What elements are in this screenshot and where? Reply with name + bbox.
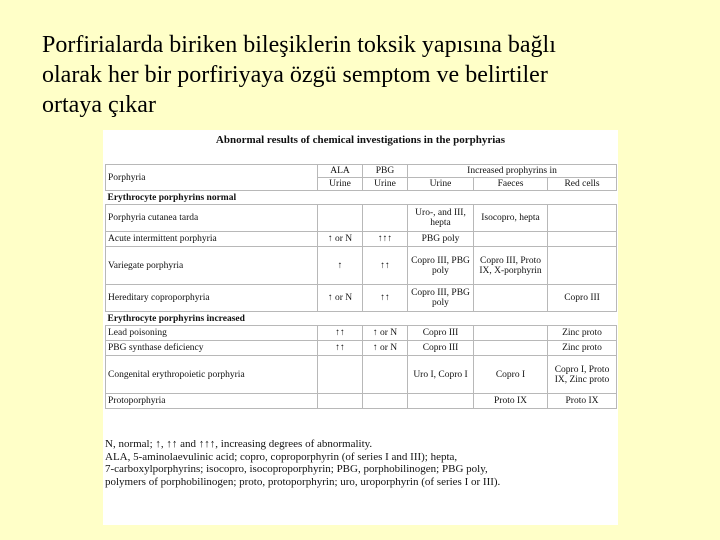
footnote-line: N, normal; ↑, ↑↑ and ↑↑↑, increasing degrees of abnormality.: [105, 438, 373, 450]
cell-pbg: ↑ or N: [363, 341, 408, 356]
cell-red-cells: [548, 232, 617, 247]
porphyria-table: [105, 164, 617, 409]
cell-ala: ↑: [318, 247, 363, 285]
cell-pbg: ↑↑: [363, 247, 408, 285]
cell-red-cells: Zinc proto: [548, 326, 617, 341]
section-erythrocyte-normal: Erythrocyte porphyrins normal: [106, 191, 617, 205]
cell-pbg: ↑ or N: [363, 326, 408, 341]
heading-line: olarak her bir porfiriyaya özgü semptom ve belirtiler: [42, 62, 548, 88]
header-increased: Increased prophyrins in: [408, 165, 617, 178]
table-row: [106, 205, 617, 232]
table-row: [106, 285, 617, 312]
subheader-urine: Urine: [408, 178, 474, 191]
cell-urine: Uro I, Copro I: [408, 356, 474, 394]
table-header-row: [106, 165, 617, 178]
cell-porphyria: Variegate porphyria: [106, 247, 318, 285]
cell-red-cells: [548, 205, 617, 232]
subheader-ala-urine: Urine: [318, 178, 363, 191]
cell-pbg: [363, 356, 408, 394]
cell-urine: [408, 394, 474, 409]
cell-ala: ↑ or N: [318, 285, 363, 312]
footnote-line: 7-carboxylporphyrins; isocopro, isocoproporphyrin; PBG, porphobilinogen; PBG poly,: [105, 463, 488, 475]
cell-porphyria: Acute intermittent porphyria: [106, 232, 318, 247]
section-row: [106, 312, 617, 326]
table-row: [106, 247, 617, 285]
header-pbg: PBG: [363, 165, 408, 178]
table-row: [106, 394, 617, 409]
cell-ala: [318, 394, 363, 409]
cell-red-cells: Zinc proto: [548, 341, 617, 356]
cell-porphyria: Congenital erythropoietic porphyria: [106, 356, 318, 394]
cell-red-cells: [548, 247, 617, 285]
cell-porphyria: Hereditary coproporphyria: [106, 285, 318, 312]
cell-ala: [318, 356, 363, 394]
cell-pbg: ↑↑: [363, 285, 408, 312]
cell-urine: Copro III, PBG poly: [408, 247, 474, 285]
cell-faeces: Isocopro, hepta: [474, 205, 548, 232]
cell-pbg: ↑↑↑: [363, 232, 408, 247]
table-row: [106, 232, 617, 247]
cell-faeces: [474, 326, 548, 341]
cell-urine: Copro III: [408, 326, 474, 341]
cell-red-cells: Copro III: [548, 285, 617, 312]
cell-ala: ↑ or N: [318, 232, 363, 247]
cell-urine: PBG poly: [408, 232, 474, 247]
cell-ala: ↑↑: [318, 341, 363, 356]
cell-urine: Copro III: [408, 341, 474, 356]
cell-faeces: Proto IX: [474, 394, 548, 409]
cell-red-cells: Copro I, Proto IX, Zinc proto: [548, 356, 617, 394]
table-footnotes: [105, 438, 615, 488]
cell-faeces: Copro I: [474, 356, 548, 394]
table-title: Abnormal results of chemical investigations in the porphyrias: [215, 134, 506, 146]
table-row: [106, 356, 617, 394]
cell-pbg: [363, 205, 408, 232]
cell-faeces: [474, 341, 548, 356]
cell-pbg: [363, 394, 408, 409]
porphyria-table-image: [103, 130, 618, 525]
heading-line: Porfirialarda biriken bileşiklerin toksik yapısına bağlı: [42, 32, 556, 58]
footnote-line: polymers of porphobilinogen; proto, protoporphyrin; uro, uroporphyrin (of series I or III).: [105, 475, 501, 488]
section-row: [106, 191, 617, 205]
slide-heading: [42, 30, 702, 120]
table-row: [106, 326, 617, 341]
cell-faeces: [474, 232, 548, 247]
header-ala: ALA: [318, 165, 363, 178]
subheader-pbg-urine: Urine: [363, 178, 408, 191]
footnote-line: ALA, 5-aminolaevulinic acid; copro, coproporphyrin (of series I and III); hepta,: [105, 450, 458, 463]
subheader-red-cells: Red cells: [548, 178, 617, 191]
cell-porphyria: Lead poisoning: [106, 326, 318, 341]
cell-red-cells: Proto IX: [548, 394, 617, 409]
cell-porphyria: Protoporphyria: [106, 394, 318, 409]
cell-porphyria: PBG synthase deficiency: [106, 341, 318, 356]
cell-ala: [318, 205, 363, 232]
table-row: [106, 341, 617, 356]
heading-line: ortaya çıkar: [42, 92, 156, 118]
cell-faeces: [474, 285, 548, 312]
subheader-faeces: Faeces: [474, 178, 548, 191]
cell-faeces: Copro III, Proto IX, X-porphyrin: [474, 247, 548, 285]
cell-urine: Uro-, and III, hepta: [408, 205, 474, 232]
header-porphyria: Porphyria: [106, 165, 318, 191]
section-erythrocyte-increased: Erythrocyte porphyrins increased: [106, 312, 617, 326]
cell-ala: ↑↑: [318, 326, 363, 341]
cell-urine: Copro III, PBG poly: [408, 285, 474, 312]
cell-porphyria: Porphyria cutanea tarda: [106, 205, 318, 232]
